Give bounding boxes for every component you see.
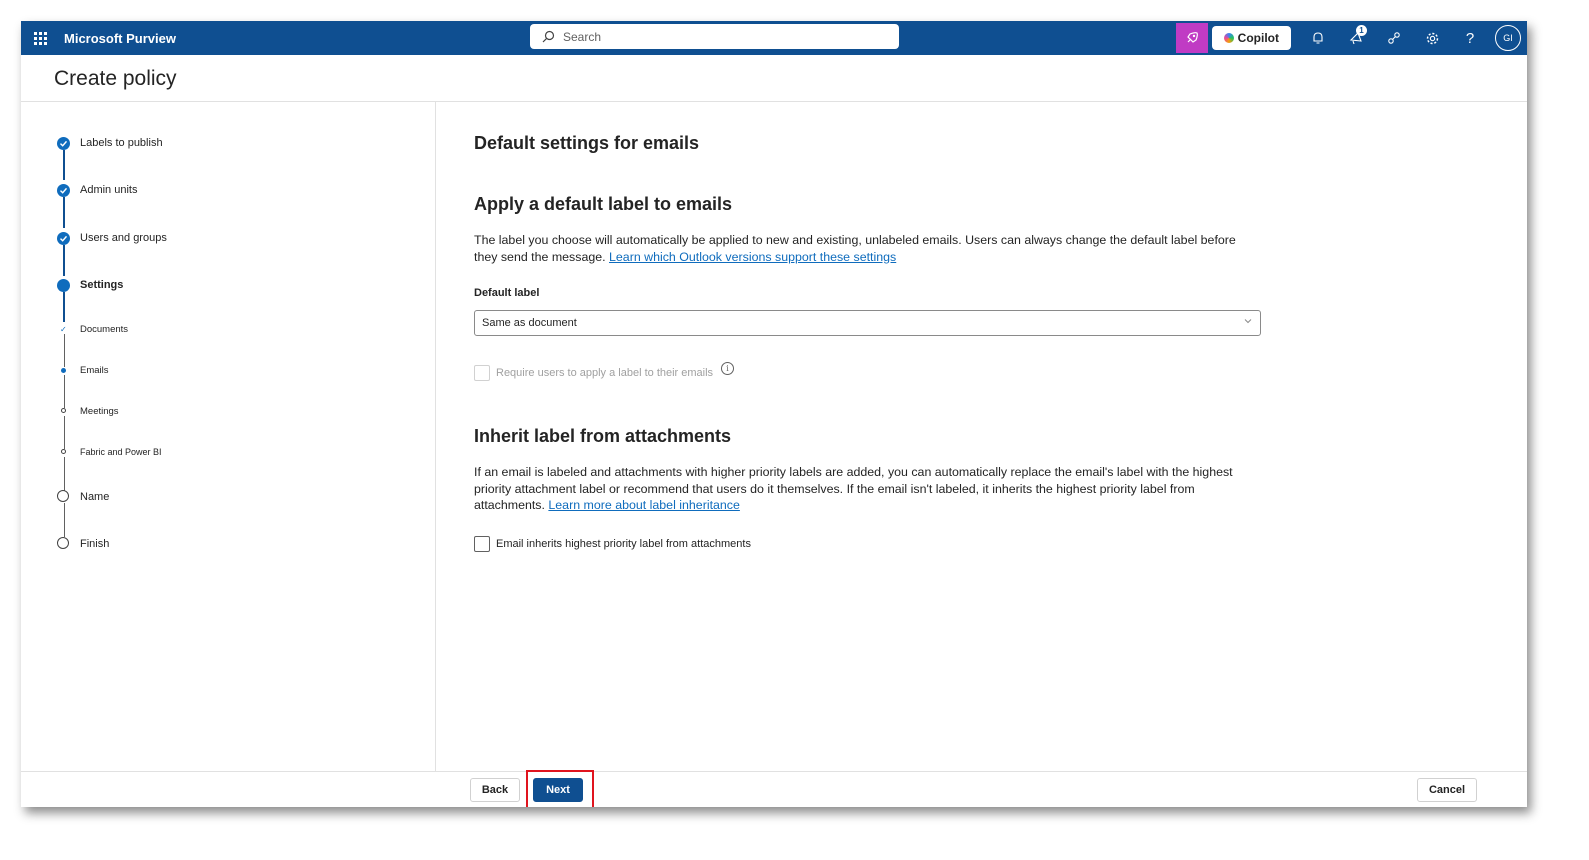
require-label-checkbox[interactable] bbox=[474, 365, 490, 381]
topbar-actions bbox=[1176, 21, 1527, 55]
link-icon bbox=[1387, 31, 1401, 45]
extension-button[interactable] bbox=[1176, 23, 1208, 53]
rocket-icon bbox=[1185, 31, 1199, 45]
inherit-label-text[interactable]: Email inherits highest priority label from attachments bbox=[496, 538, 751, 550]
step-finish[interactable]: Finish bbox=[80, 538, 110, 550]
step-done-icon bbox=[57, 137, 70, 150]
substep-emails[interactable]: Emails bbox=[80, 365, 109, 376]
next-button[interactable]: Next bbox=[533, 778, 583, 802]
section-title: Default settings for emails bbox=[474, 133, 700, 153]
default-label-description bbox=[474, 232, 1259, 265]
step-labels-to-publish[interactable]: Labels to publish bbox=[80, 137, 163, 149]
notification-badge: 1 bbox=[1356, 25, 1367, 36]
dropdown-value: Same as document bbox=[482, 317, 577, 329]
page-title: Create policy bbox=[54, 67, 177, 90]
step-settings[interactable]: Settings bbox=[80, 279, 124, 291]
bell-icon bbox=[1311, 31, 1325, 45]
substep-done-icon: ✓ bbox=[60, 325, 67, 334]
step-done-icon bbox=[57, 232, 70, 245]
step-connector bbox=[64, 457, 65, 491]
page-header bbox=[21, 55, 1527, 102]
step-connector bbox=[63, 150, 65, 180]
substep-pending-icon bbox=[61, 408, 66, 413]
cancel-button[interactable]: Cancel bbox=[1417, 778, 1477, 802]
avatar[interactable]: GI bbox=[1495, 25, 1521, 51]
question-icon: ? bbox=[1465, 29, 1475, 47]
chevron-down-icon bbox=[1243, 316, 1253, 329]
step-admin-units[interactable]: Admin units bbox=[80, 184, 138, 196]
info-icon[interactable]: i bbox=[721, 362, 734, 375]
copilot-button[interactable] bbox=[1212, 26, 1291, 50]
copilot-label: Copilot bbox=[1237, 31, 1279, 45]
next-button-highlight bbox=[526, 770, 594, 807]
step-connector bbox=[64, 416, 65, 449]
require-label-text: Require users to apply a label to their emails bbox=[496, 367, 714, 379]
step-connector bbox=[63, 292, 65, 322]
default-label-title: Default label bbox=[474, 287, 540, 299]
require-label-option bbox=[474, 365, 734, 381]
whats-new-button[interactable] bbox=[1337, 21, 1375, 55]
step-connector bbox=[64, 503, 65, 537]
substep-fabric-power-bi[interactable]: Fabric and Power BI bbox=[80, 447, 162, 457]
substep-current-icon bbox=[61, 368, 66, 373]
inherit-label-heading: Inherit label from attachments bbox=[474, 426, 732, 446]
wizard-footer bbox=[21, 771, 1527, 807]
substep-pending-icon bbox=[61, 449, 66, 454]
settings-button[interactable] bbox=[1413, 21, 1451, 55]
substep-meetings[interactable]: Meetings bbox=[80, 406, 119, 417]
outlook-versions-link[interactable]: Learn which Outlook versions support these settings bbox=[609, 249, 897, 264]
copilot-icon bbox=[1224, 33, 1234, 43]
inherit-label-description bbox=[474, 464, 1259, 514]
gear-icon bbox=[1425, 31, 1440, 46]
step-connector bbox=[63, 197, 65, 228]
step-current-icon bbox=[57, 279, 70, 292]
app-launcher-button[interactable] bbox=[21, 21, 59, 55]
step-pending-icon bbox=[57, 490, 69, 502]
search-box[interactable] bbox=[530, 24, 899, 49]
step-done-icon bbox=[57, 184, 70, 197]
inherit-label-checkbox[interactable] bbox=[474, 536, 490, 552]
app-window bbox=[21, 21, 1527, 807]
wizard-steps bbox=[21, 101, 436, 771]
search-icon bbox=[542, 30, 555, 43]
help-button[interactable] bbox=[1451, 21, 1489, 55]
default-label-dropdown[interactable] bbox=[474, 310, 1261, 336]
step-connector bbox=[64, 334, 65, 367]
inherit-label-option[interactable] bbox=[474, 536, 751, 552]
waffle-icon bbox=[34, 32, 47, 45]
substep-documents[interactable]: Documents bbox=[80, 324, 129, 335]
search-placeholder: Search bbox=[563, 29, 602, 44]
description-text: If an email is labeled and attachments with higher priority labels are added, you can automatically replace the email's label with the highest priority attachment label or recommend that users do it themselves. If the email isn't labeled, it inherits the highest priority label from attachments. bbox=[474, 465, 1233, 512]
description-text: The label you choose will automatically be applied to new and existing, unlabeled emails. Users can always change the default label before they send the message. bbox=[474, 233, 1236, 264]
top-bar bbox=[21, 21, 1527, 55]
step-pending-icon bbox=[57, 537, 69, 549]
step-connector bbox=[63, 245, 65, 276]
notifications-button[interactable] bbox=[1299, 21, 1337, 55]
label-inheritance-link[interactable]: Learn more about label inheritance bbox=[548, 498, 740, 512]
connections-button[interactable] bbox=[1375, 21, 1413, 55]
back-button[interactable]: Back bbox=[470, 778, 520, 802]
step-name[interactable]: Name bbox=[80, 491, 110, 503]
brand-name[interactable]: Microsoft Purview bbox=[64, 30, 176, 46]
default-label-heading: Apply a default label to emails bbox=[474, 194, 733, 214]
step-connector bbox=[64, 375, 65, 408]
step-users-and-groups[interactable]: Users and groups bbox=[80, 232, 167, 244]
